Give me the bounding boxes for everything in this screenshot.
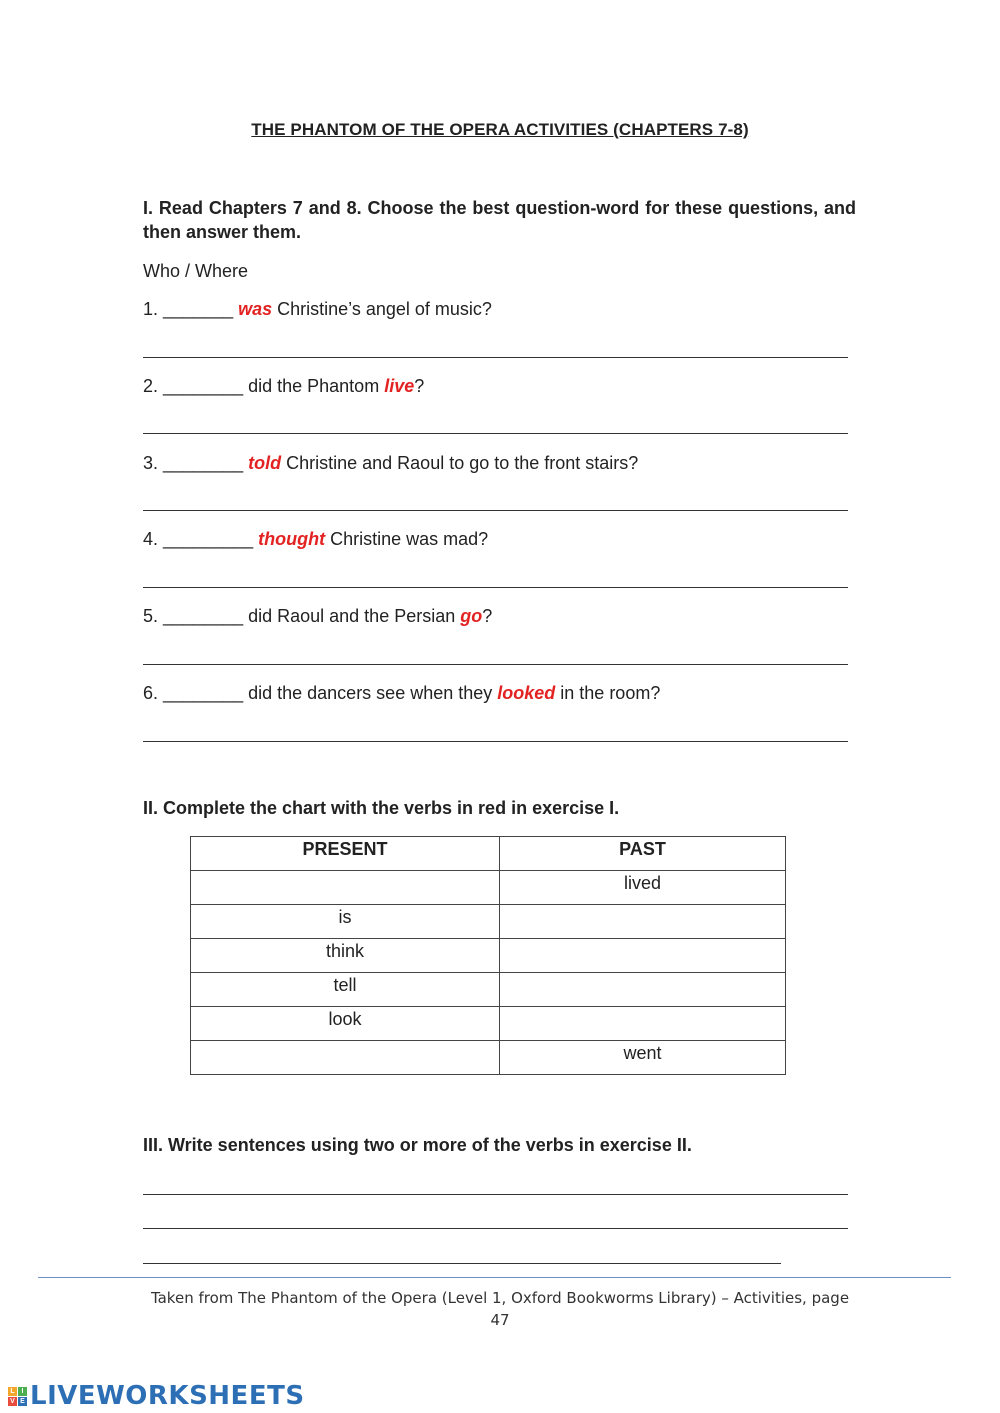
- red-verb: live: [384, 376, 415, 396]
- question-3: 3. ________ told Christine and Raoul to go to the front stairs?: [143, 453, 639, 473]
- question-6: 6. ________ did the dancers see when they looked in the room?: [143, 683, 661, 703]
- question-4: 4. _________ thought Christine was mad?: [143, 529, 489, 549]
- answer-line-5[interactable]: [143, 664, 848, 665]
- table-row: [191, 939, 786, 973]
- past-header: PAST: [500, 837, 786, 871]
- source-footer: [140, 1287, 860, 1331]
- table-row: [191, 973, 786, 1007]
- section1-instruction: I. Read Chapters 7 and 8. Choose the best question-word for these questions, and then answer them.: [143, 198, 856, 242]
- present-header: PRESENT: [191, 837, 500, 871]
- table-row: [191, 871, 786, 905]
- sentence-line-2[interactable]: [143, 1228, 848, 1229]
- past-cell[interactable]: [500, 1007, 786, 1041]
- question-2: 2. ________ did the Phantom live?: [143, 376, 425, 396]
- answer-line-1[interactable]: [143, 357, 848, 358]
- past-cell[interactable]: [500, 905, 786, 939]
- brand-name: LIVEWORKSHEETS: [30, 1381, 305, 1411]
- table-row: [191, 1041, 786, 1075]
- present-cell[interactable]: [191, 871, 500, 905]
- footer-divider: [38, 1277, 951, 1278]
- table-row: [191, 905, 786, 939]
- present-cell[interactable]: [191, 1041, 500, 1075]
- question-5: 5. ________ did Raoul and the Persian go?: [143, 606, 493, 626]
- answer-line-4[interactable]: [143, 587, 848, 588]
- logo-tile: E: [18, 1397, 27, 1406]
- chart-header-row: [191, 837, 786, 871]
- liveworksheets-logo[interactable]: [8, 1381, 305, 1411]
- logo-tile: L: [8, 1387, 17, 1396]
- answer-line-2[interactable]: [143, 433, 848, 434]
- table-row: [191, 1007, 786, 1041]
- past-cell[interactable]: lived: [500, 871, 786, 905]
- red-verb: looked: [497, 683, 556, 703]
- present-cell[interactable]: is: [191, 905, 500, 939]
- answer-line-3[interactable]: [143, 510, 848, 511]
- red-verb: was: [238, 299, 273, 319]
- past-cell[interactable]: went: [500, 1041, 786, 1075]
- question-word-options: Who / Where: [143, 261, 249, 281]
- section2-instruction: II. Complete the chart with the verbs in red in exercise I.: [143, 798, 620, 818]
- logo-grid-icon: [8, 1387, 27, 1406]
- footer-text: Taken from The Phantom of the Opera (Level 1, Oxford Bookworms Library) – Activities, page: [150, 1289, 850, 1307]
- present-cell[interactable]: tell: [191, 973, 500, 1007]
- verb-chart: [190, 836, 786, 1075]
- logo-tile: V: [8, 1397, 17, 1406]
- red-verb: thought: [258, 529, 326, 549]
- worksheet-title: THE PHANTOM OF THE OPERA ACTIVITIES (CHAPTERS 7-8): [251, 120, 749, 139]
- red-verb: told: [248, 453, 282, 473]
- sentence-line-1[interactable]: [143, 1194, 848, 1195]
- question-1: 1. _______ was Christine’s angel of music?: [143, 299, 492, 319]
- past-cell[interactable]: [500, 973, 786, 1007]
- sentence-line-3[interactable]: [143, 1263, 781, 1264]
- section3-instruction: III. Write sentences using two or more of the verbs in exercise II.: [143, 1135, 692, 1155]
- answer-line-6[interactable]: [143, 741, 848, 742]
- past-cell[interactable]: [500, 939, 786, 973]
- page-number: 47: [490, 1311, 510, 1329]
- logo-tile: I: [18, 1387, 27, 1396]
- red-verb: go: [460, 606, 483, 626]
- present-cell[interactable]: look: [191, 1007, 500, 1041]
- present-cell[interactable]: think: [191, 939, 500, 973]
